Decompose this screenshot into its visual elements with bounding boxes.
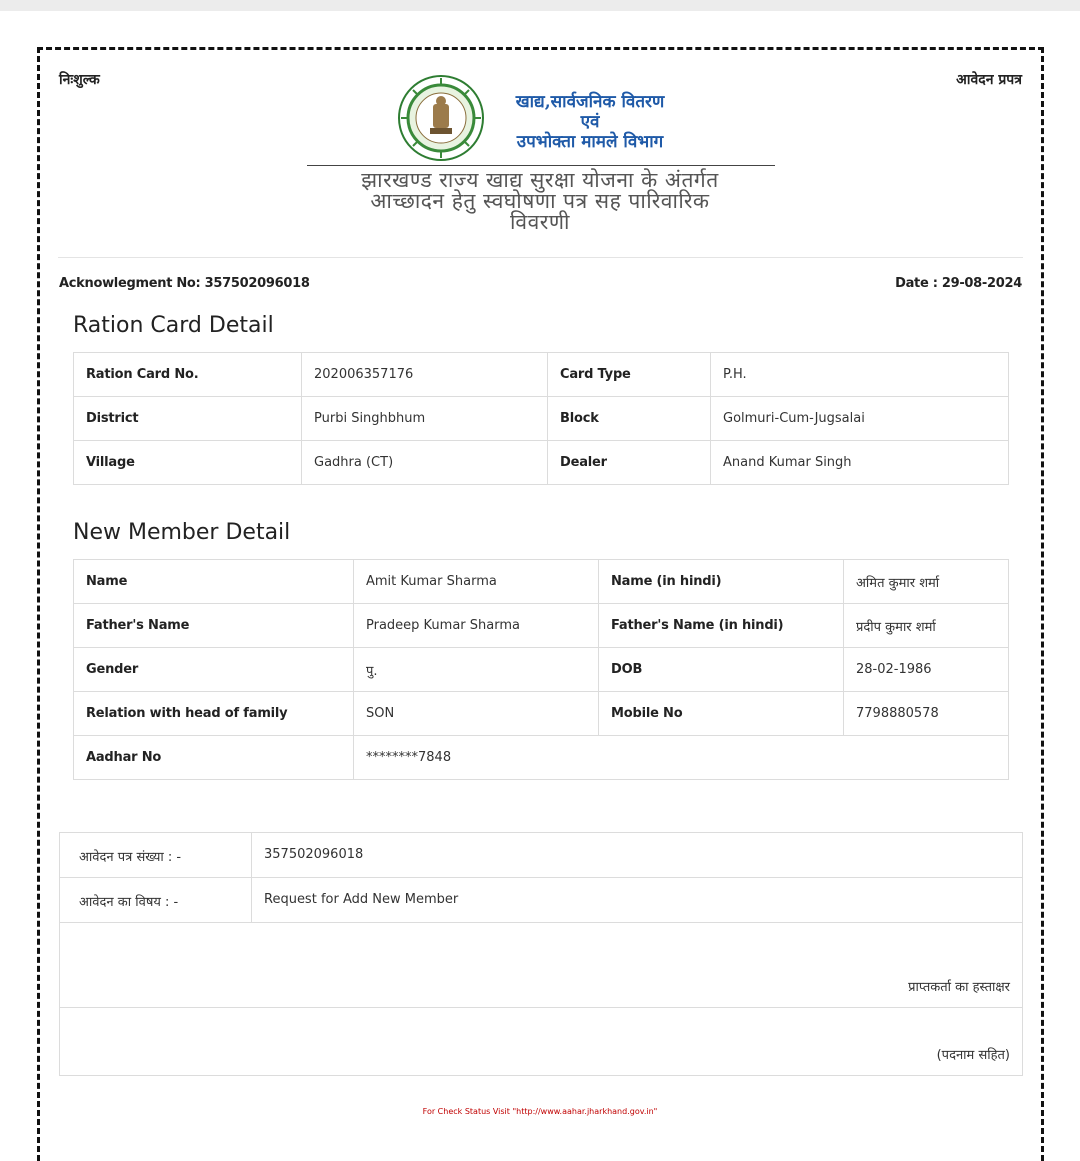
application-form-label: आवेदन प्रपत्र — [956, 72, 1022, 88]
top-bar — [0, 0, 1080, 11]
card-type-label: Card Type — [548, 353, 711, 397]
receiver-signature-row — [60, 923, 1022, 1008]
table-row — [74, 560, 1009, 604]
district-value: Purbi Singhbhum — [302, 397, 548, 441]
card-type-value: P.H. — [711, 353, 1009, 397]
name-label: Name — [74, 560, 354, 604]
father-name-hindi-label: Father's Name (in hindi) — [599, 604, 844, 648]
department-name — [490, 92, 690, 152]
application-number-label: आवेदन पत्र संख्या : - — [79, 850, 182, 865]
dob-label: DOB — [599, 648, 844, 692]
table-row — [74, 648, 1009, 692]
block-label: Block — [548, 397, 711, 441]
village-value: Gadhra (CT) — [302, 441, 548, 485]
block-value: Golmuri-Cum-Jugsalai — [711, 397, 1009, 441]
aadhar-label: Aadhar No — [74, 736, 354, 780]
ration-card-section-title: Ration Card Detail — [73, 313, 274, 338]
table-row — [74, 692, 1009, 736]
dealer-label: Dealer — [548, 441, 711, 485]
district-label: District — [74, 397, 302, 441]
name-hindi-value: अमित कुमार शर्मा — [844, 560, 1009, 604]
designation-label: (पदनाम सहित) — [936, 1048, 1010, 1063]
table-row — [74, 736, 1009, 780]
free-label: निःशुल्क — [59, 72, 100, 88]
application-number-value: 357502096018 — [264, 847, 364, 862]
scheme-title-line-3: विवरणी — [509, 210, 570, 234]
application-subject-label: आवेदन का विषय : - — [79, 895, 179, 910]
gender-label: Gender — [74, 648, 354, 692]
father-name-hindi-value: प्रदीप कुमार शर्मा — [844, 604, 1009, 648]
scheme-title-line-2: आच्छादन हेतु स्वघोषणा पत्र सह पारिवारिक — [370, 189, 710, 213]
table-row — [74, 397, 1009, 441]
ration-card-no-label: Ration Card No. — [74, 353, 302, 397]
acknowledgement-number: Acknowlegment No: 357502096018 — [59, 276, 310, 291]
name-hindi-label: Name (in hindi) — [599, 560, 844, 604]
scheme-title-line-1: झारखण्ड राज्य खाद्य सुरक्षा योजना के अंतर्गत — [361, 168, 719, 192]
new-member-section-title: New Member Detail — [73, 520, 291, 545]
application-box — [59, 832, 1023, 1076]
application-subject-value: Request for Add New Member — [264, 892, 459, 907]
relation-label: Relation with head of family — [74, 692, 354, 736]
dealer-value: Anand Kumar Singh — [711, 441, 1009, 485]
designation-row — [60, 1008, 1022, 1075]
scheme-title — [330, 170, 750, 233]
department-line-3: उपभोक्ता मामले विभाग — [516, 132, 664, 152]
status-check-footer: For Check Status Visit "http://www.aahar.jharkhand.gov.in" — [422, 1107, 658, 1116]
ration-card-no-value: 202006357176 — [302, 353, 548, 397]
ration-card-table — [73, 352, 1009, 485]
gender-value: पु. — [354, 648, 599, 692]
mobile-label: Mobile No — [599, 692, 844, 736]
aadhar-value: ********7848 — [354, 736, 1009, 780]
document-date: Date : 29-08-2024 — [895, 276, 1022, 291]
mobile-value: 7798880578 — [844, 692, 1009, 736]
father-name-label: Father's Name — [74, 604, 354, 648]
header-divider — [58, 257, 1023, 258]
department-line-1: खाद्य,सार्वजनिक वितरण — [515, 92, 665, 112]
dob-value: 28-02-1986 — [844, 648, 1009, 692]
village-label: Village — [74, 441, 302, 485]
application-number-row — [60, 833, 1022, 878]
jharkhand-emblem-icon — [397, 74, 485, 162]
receiver-signature-label: प्राप्तकर्ता का हस्ताक्षर — [908, 980, 1010, 995]
department-line-2: एवं — [580, 112, 600, 132]
name-value: Amit Kumar Sharma — [354, 560, 599, 604]
logo-divider — [307, 165, 775, 166]
department-logo — [397, 74, 697, 164]
table-row — [74, 353, 1009, 397]
relation-value: SON — [354, 692, 599, 736]
table-row — [74, 441, 1009, 485]
table-row — [74, 604, 1009, 648]
application-subject-row — [60, 878, 1022, 923]
new-member-table — [73, 559, 1009, 780]
father-name-value: Pradeep Kumar Sharma — [354, 604, 599, 648]
